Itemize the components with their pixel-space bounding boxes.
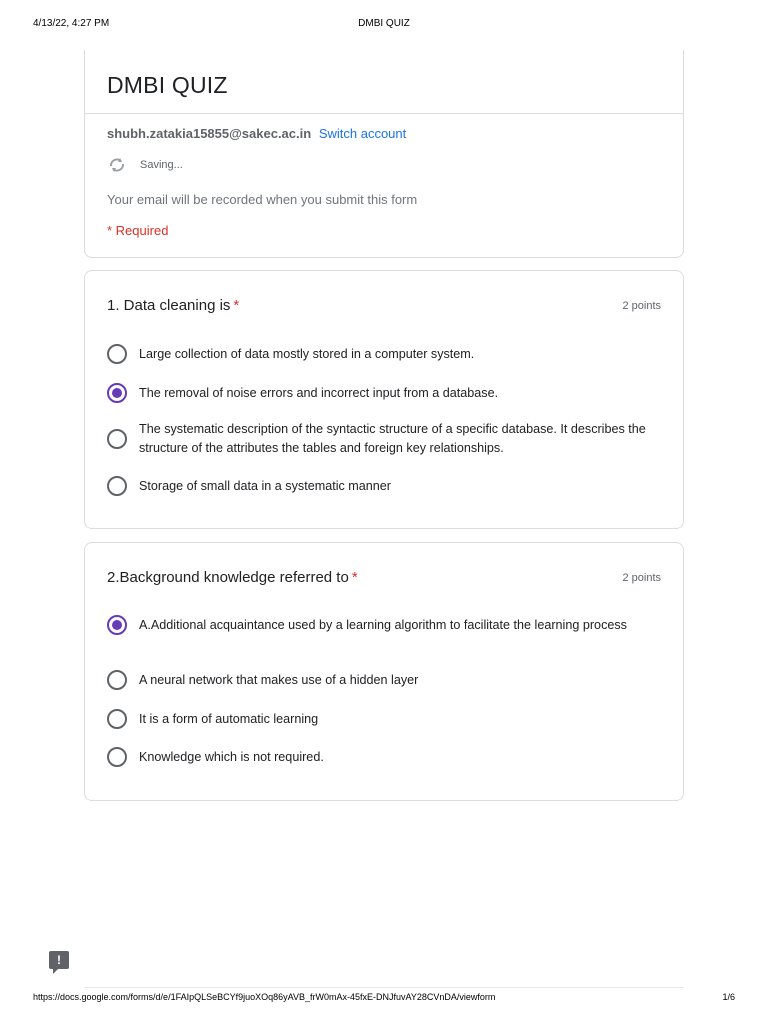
option-q1-c[interactable]	[107, 420, 647, 458]
sync-icon	[107, 157, 127, 173]
radio-button[interactable]	[107, 747, 127, 767]
question-points: 2 points	[622, 300, 661, 312]
question-title	[107, 569, 358, 586]
option-q1-b[interactable]	[107, 383, 647, 403]
option-q2-c[interactable]	[107, 709, 647, 729]
option-label: The removal of noise errors and incorrect input from a database.	[139, 385, 499, 400]
option-label: Storage of small data in a systematic manner	[139, 478, 391, 493]
saving-label: Saving...	[140, 159, 183, 171]
print-footer-url: https://docs.google.com/forms/d/e/1FAIpQLSeBCYf9juoXOq86yAVB_frW0mAx-45fxE-DNJfuvAY28CVnDA/viewform	[33, 992, 496, 1002]
radio-button[interactable]	[107, 429, 127, 449]
saving-status	[107, 157, 183, 173]
required-note: * Required	[107, 223, 169, 238]
option-label: It is a form of automatic learning	[139, 711, 319, 726]
option-q1-d[interactable]	[107, 476, 647, 496]
form-header-card	[84, 50, 684, 258]
question-card-1	[84, 270, 684, 529]
required-star: *	[351, 569, 358, 586]
option-label: The systematic description of the syntactic structure of a specific database. It describes the structure of the attributes the tables and foreign key relationships.	[139, 422, 646, 455]
print-page-number: 1/6	[722, 992, 735, 1002]
option-q1-a[interactable]	[107, 344, 647, 364]
email-notice: Your email will be recorded when you submit this form	[107, 192, 418, 207]
radio-button[interactable]	[107, 344, 127, 364]
radio-button[interactable]	[107, 476, 127, 496]
radio-button[interactable]	[107, 709, 127, 729]
report-feedback-icon[interactable]: !	[49, 951, 69, 969]
question-text: 1. Data cleaning is	[107, 297, 231, 314]
option-label: Large collection of data mostly stored in a computer system.	[139, 346, 475, 361]
account-email: shubh.zatakia15855@sakec.ac.in	[107, 126, 312, 141]
option-label: A.Additional acquaintance used by a learning algorithm to facilitate the learning process	[139, 617, 627, 632]
option-q2-d[interactable]	[107, 747, 647, 767]
question-card-2	[84, 542, 684, 801]
option-label: A neural network that makes use of a hidden layer	[139, 672, 419, 687]
option-q2-b[interactable]	[107, 670, 647, 690]
required-star: *	[233, 297, 240, 314]
footer-divider	[84, 987, 684, 988]
question-title	[107, 297, 239, 314]
radio-button-selected[interactable]	[107, 615, 127, 635]
option-q2-a[interactable]	[107, 615, 647, 635]
header-divider	[85, 113, 683, 114]
question-text: 2.Background knowledge referred to	[107, 569, 349, 586]
radio-button[interactable]	[107, 670, 127, 690]
radio-button-selected[interactable]	[107, 383, 127, 403]
form-title: DMBI QUIZ	[107, 72, 228, 98]
switch-account-link[interactable]: Switch account	[318, 126, 407, 141]
print-page-title: DMBI QUIZ	[358, 18, 410, 29]
question-points: 2 points	[622, 572, 661, 584]
print-datetime: 4/13/22, 4:27 PM	[33, 18, 110, 29]
account-row	[107, 126, 406, 141]
option-label: Knowledge which is not required.	[139, 749, 324, 764]
